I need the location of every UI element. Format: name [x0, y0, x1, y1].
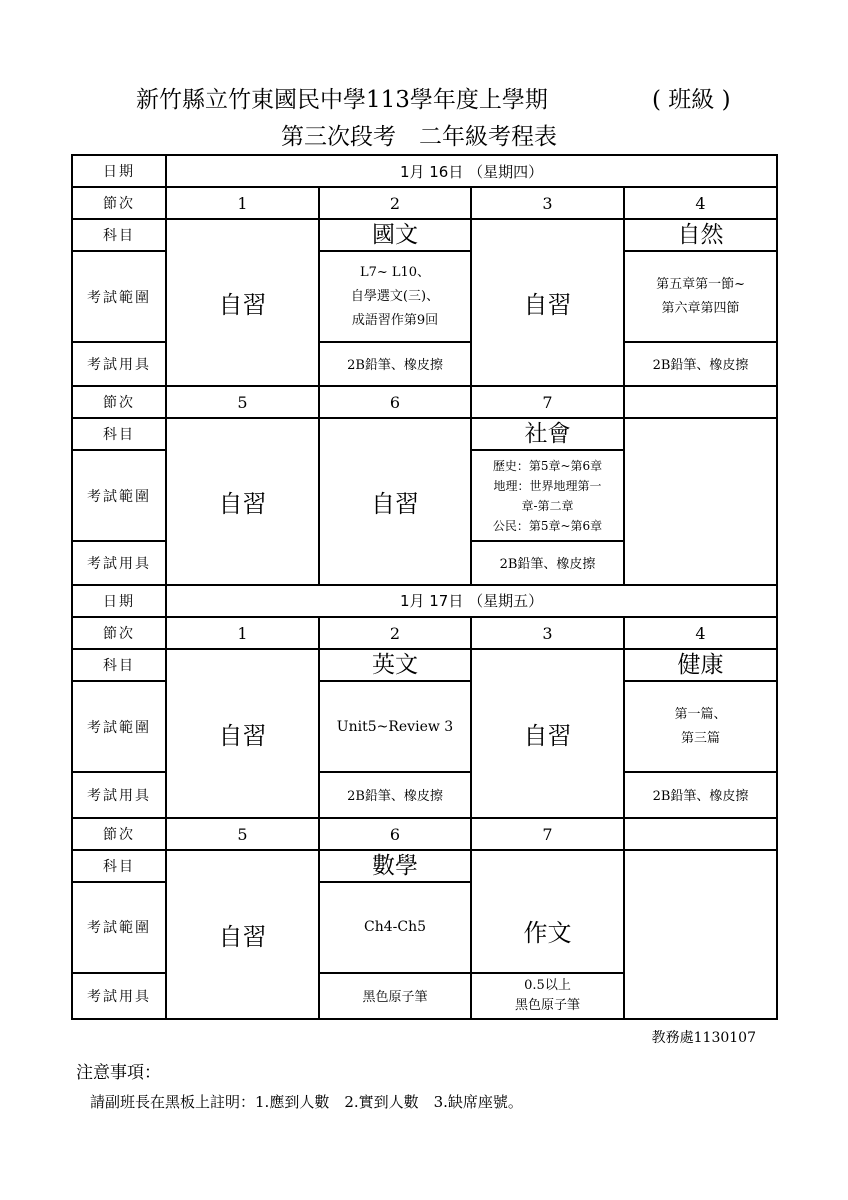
notes-body: 請副班長在黑板上註明：1.應到人數 2.實到人數 3.缺席座號。 [90, 1093, 523, 1111]
day1-period-row-am [72, 187, 777, 219]
period-number: 4 [624, 187, 777, 219]
period-number: 2 [319, 187, 471, 219]
period-label: 節次 [72, 617, 166, 649]
day2-subject-row-am [72, 649, 777, 681]
day1-subject-row-pm [72, 418, 777, 450]
period-number: 1 [166, 187, 319, 219]
period-number: 5 [166, 386, 319, 418]
subject-math: 數學 [319, 850, 471, 882]
tools-chinese: 2B鉛筆、橡皮擦 [319, 342, 471, 386]
office-code: 教務處1130107 [651, 1030, 756, 1046]
exam-schedule-table [71, 154, 778, 1020]
range-english: Unit5~Review 3 [319, 681, 471, 771]
range-line: 章-第二章 [521, 498, 574, 513]
school-title: 新竹縣立竹東國民中學113學年度上學期 [136, 87, 548, 113]
range-math: Ch4-Ch5 [319, 882, 471, 972]
day2-subject-row-pm [72, 850, 777, 882]
period-number: 6 [319, 386, 471, 418]
day1-date: 1月 16日 （星期四） [166, 155, 777, 187]
notes-title: 注意事項： [76, 1063, 161, 1083]
period-number: 5 [166, 818, 319, 850]
self-study-cell: 自習 [471, 649, 624, 818]
self-study-cell: 自習 [166, 219, 319, 386]
period-number: 3 [471, 617, 624, 649]
tools-science: 2B鉛筆、橡皮擦 [624, 342, 777, 386]
empty-cell [624, 850, 777, 1019]
period-label: 節次 [72, 386, 166, 418]
range-line: 第一篇、 [674, 706, 727, 722]
self-study-cell: 自習 [166, 418, 319, 585]
subject-health: 健康 [624, 649, 777, 681]
self-study-cell: 自習 [166, 850, 319, 1019]
empty-cell [624, 386, 777, 418]
subject-chinese: 國文 [319, 219, 471, 251]
period-number: 7 [471, 818, 624, 850]
subject-label: 科目 [72, 418, 166, 450]
subject-social: 社會 [471, 418, 624, 450]
period-label: 節次 [72, 818, 166, 850]
tools-social: 2B鉛筆、橡皮擦 [471, 541, 624, 585]
range-label: 考試範圍 [72, 681, 166, 771]
tools-health: 2B鉛筆、橡皮擦 [624, 772, 777, 818]
date-label: 日期 [72, 155, 166, 187]
self-study-cell: 自習 [166, 649, 319, 818]
period-label: 節次 [72, 187, 166, 219]
empty-cell [624, 418, 777, 585]
day1-period-row-pm [72, 386, 777, 418]
tools-composition [471, 973, 624, 1019]
range-chinese [319, 251, 471, 341]
tools-label: 考試用具 [72, 342, 166, 386]
tools-label: 考試用具 [72, 772, 166, 818]
range-line: 第三篇 [681, 730, 721, 746]
subject-label: 科目 [72, 649, 166, 681]
range-line: 第五章第一節~ [656, 276, 745, 292]
range-line: 成語習作第9回 [351, 312, 439, 328]
period-number: 7 [471, 386, 624, 418]
day2-date-row [72, 585, 777, 617]
day1-date-row [72, 155, 777, 187]
period-number: 2 [319, 617, 471, 649]
range-social [471, 450, 624, 540]
subject-label: 科目 [72, 850, 166, 882]
range-label: 考試範圍 [72, 251, 166, 341]
day2-date: 1月 17日 （星期五） [166, 585, 777, 617]
subject-science: 自然 [624, 219, 777, 251]
exam-title: 第三次段考 二年級考程表 [281, 124, 557, 150]
range-health [624, 681, 777, 771]
subject-composition: 作文 [471, 850, 624, 973]
day2-period-row-am [72, 617, 777, 649]
period-number: 3 [471, 187, 624, 219]
range-line: 第六章第四節 [661, 300, 740, 316]
range-line: 地理：世界地理第一 [493, 478, 602, 493]
period-number: 6 [319, 818, 471, 850]
self-study-cell: 自習 [471, 219, 624, 386]
range-line: L7~ L10、 [359, 264, 431, 280]
date-label: 日期 [72, 585, 166, 617]
tools-math: 黑色原子筆 [319, 973, 471, 1019]
tools-line: 黑色原子筆 [514, 997, 580, 1013]
tools-english: 2B鉛筆、橡皮擦 [319, 772, 471, 818]
tools-label: 考試用具 [72, 973, 166, 1019]
period-number: 1 [166, 617, 319, 649]
subject-english: 英文 [319, 649, 471, 681]
day1-subject-row-am [72, 219, 777, 251]
range-science [624, 251, 777, 341]
range-label: 考試範圍 [72, 882, 166, 972]
tools-line: 0.5以上 [524, 977, 571, 993]
tools-label: 考試用具 [72, 541, 166, 585]
period-number: 4 [624, 617, 777, 649]
range-label: 考試範圍 [72, 450, 166, 540]
range-line: 公民：第5章~第6章 [492, 518, 603, 533]
class-field: ( 班級 ) [652, 87, 731, 113]
range-line: 自學選文(三)、 [350, 288, 440, 304]
day2-period-row-pm [72, 818, 777, 850]
subject-label: 科目 [72, 219, 166, 251]
self-study-cell: 自習 [319, 418, 471, 585]
range-line: 歷史：第5章~第6章 [492, 458, 603, 473]
empty-cell [624, 818, 777, 850]
